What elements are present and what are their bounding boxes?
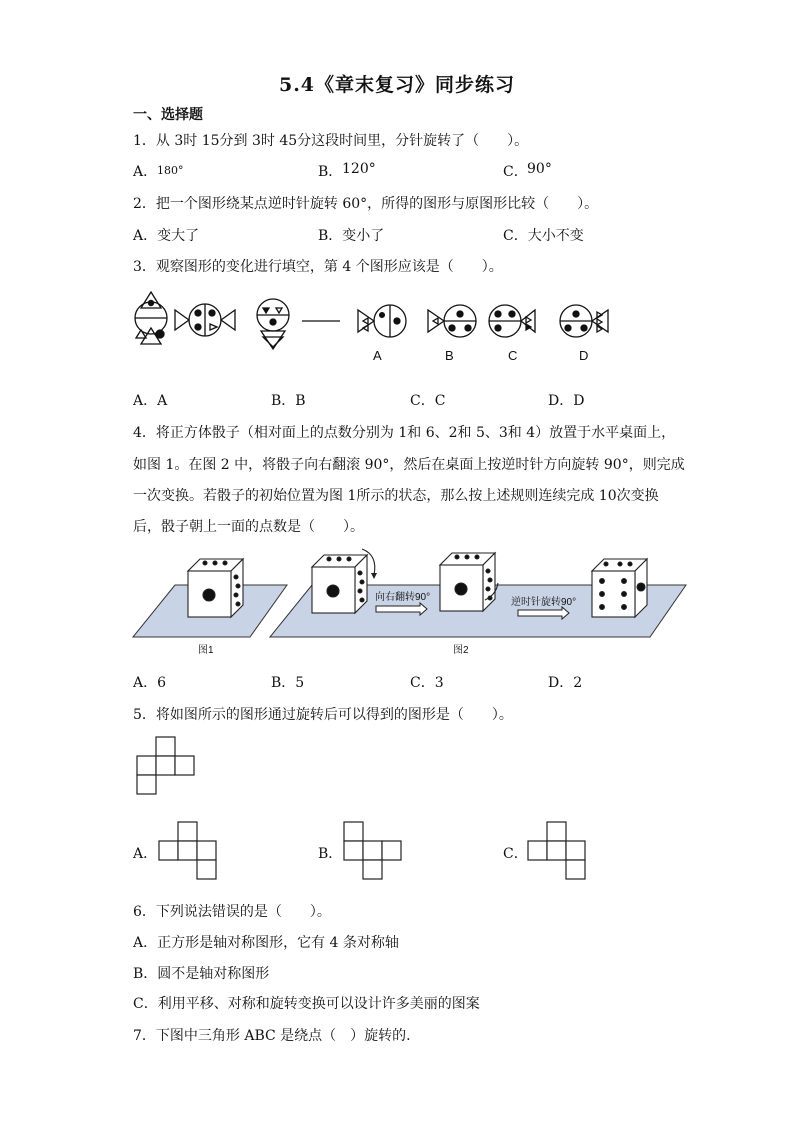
q5-option-a-shape xyxy=(158,821,220,881)
q5-option-c: C． xyxy=(503,846,528,862)
figure-label-a: A xyxy=(373,348,382,363)
q6-option-c: C．利用平移、对称和旋转变换可以设计许多美丽的图案 xyxy=(133,996,480,1012)
die-2 xyxy=(312,555,367,613)
question-7: 7．下图中三角形 ABC 是绕点（ ）旋转的. xyxy=(133,1028,411,1044)
figure-label-b: B xyxy=(445,348,454,363)
q3-option-c: C．C xyxy=(410,393,446,409)
q5-original-shape xyxy=(136,736,198,796)
question-3: 3．观察图形的变化进行填空，第 4 个图形应该是（ ）。 xyxy=(133,259,503,275)
die-3 xyxy=(440,553,495,611)
q3-option-d: D．D xyxy=(548,393,585,409)
q4-option-d: D．2 xyxy=(548,675,583,691)
q1-option-a-value: 180° xyxy=(157,164,184,177)
question-4-line-1: 4．将正方体骰子（相对面上的点数分别为 1和 6、2和 5、3和 4）放置于水平桌面上， xyxy=(133,425,676,441)
q3-option-b: B．B xyxy=(271,393,306,409)
question-4-line-3: 一次变换。若骰子的初始位置为图 1所示的状态，那么按上述规则连续完成 10次变换 xyxy=(133,488,659,504)
q4-option-a: A．6 xyxy=(133,675,167,691)
pattern-option-d xyxy=(560,305,608,337)
figure-label-d: D xyxy=(579,348,589,363)
pattern-figure-1 xyxy=(135,292,167,344)
die-4 xyxy=(592,559,647,617)
die-1 xyxy=(188,559,243,617)
q2-option-b: B．变小了 xyxy=(318,228,385,244)
figure-label-c: C xyxy=(508,348,518,363)
q1-option-b-value: 120° xyxy=(342,161,376,177)
q3-option-a: A．A xyxy=(133,393,168,409)
pattern-option-b xyxy=(428,305,476,337)
pattern-figure-2 xyxy=(175,304,235,336)
question-1: 1．从 3时 15分到 3时 45分这段时间里，分针旋转了（ ）。 xyxy=(133,133,529,149)
q5-option-b: B． xyxy=(318,846,343,862)
dice-figure xyxy=(130,545,690,660)
q1-option-b-letter: B． xyxy=(318,164,343,180)
fig2-label: 图2 xyxy=(453,645,469,656)
fig1-label: 图1 xyxy=(198,645,214,656)
q4-option-c: C．3 xyxy=(410,675,444,691)
q5-option-c-shape xyxy=(527,821,589,881)
q2-option-c: C．大小不变 xyxy=(503,228,584,244)
q3-pattern-figure xyxy=(130,288,630,368)
q1-option-c-letter: C． xyxy=(503,164,528,180)
rotate-label: 逆时针旋转90° xyxy=(511,597,577,608)
page-title: 5.4《章末复习》同步练习 xyxy=(278,74,516,96)
roll-label: 向右翻转90° xyxy=(375,592,431,603)
q2-option-a: A．变大了 xyxy=(133,228,200,244)
q6-option-b: B．圆不是轴对称图形 xyxy=(133,966,270,982)
question-6: 6．下列说法错误的是（ ）。 xyxy=(133,904,331,920)
pattern-option-c xyxy=(489,305,535,337)
question-4-line-2: 如图 1。在图 2 中，将骰子向右翻滚 90°，然后在桌面上按逆时针方向旋转 90°，则完成 xyxy=(133,457,685,473)
section-heading: 一、选择题 xyxy=(133,107,203,123)
q5-option-a: A． xyxy=(133,846,158,862)
q1-option-c-value: 90° xyxy=(527,161,552,177)
q4-option-b: B．5 xyxy=(271,675,305,691)
pattern-option-a xyxy=(358,305,406,337)
q6-option-a: A．正方形是轴对称图形，它有 4 条对称轴 xyxy=(133,935,399,951)
question-5: 5．将如图所示的图形通过旋转后可以得到的图形是（ ）。 xyxy=(133,707,513,723)
pattern-figure-3 xyxy=(257,299,289,349)
question-4-line-4: 后，骰子朝上一面的点数是（ ）。 xyxy=(133,519,364,535)
q1-option-a-letter: A． xyxy=(133,164,158,180)
question-2: 2．把一个图形绕某点逆时针旋转 60°，所得的图形与原图形比较（ ）。 xyxy=(133,196,599,212)
q5-option-b-shape xyxy=(343,821,405,881)
